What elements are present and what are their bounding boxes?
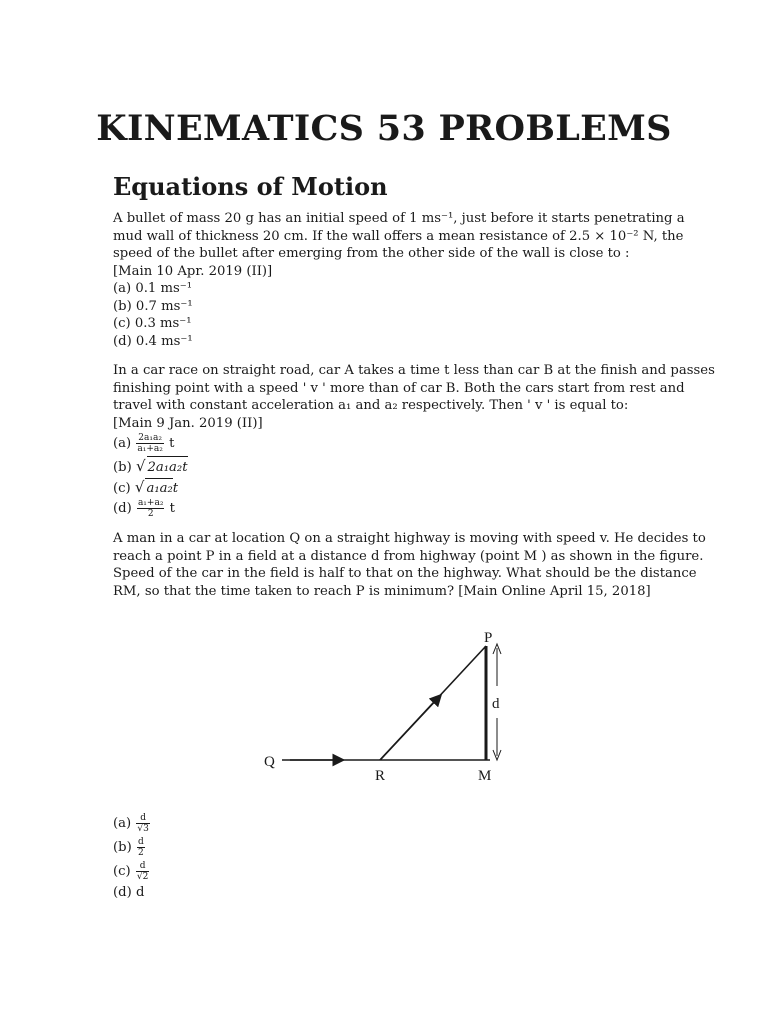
label-p: P — [484, 630, 493, 646]
fraction-numerator: d — [136, 813, 149, 824]
fraction-denominator: 2 — [137, 848, 144, 858]
question-text-line: finishing point with a speed ' v ' more than of car B. Both the cars start from rest and — [113, 380, 685, 396]
option-d — [113, 884, 661, 902]
fraction — [137, 837, 145, 858]
fraction-denominator: a₁+a₂ — [137, 444, 163, 454]
label-m: M — [478, 768, 492, 784]
question-text-line: speed of the bullet after emerging from the other side of the wall is close to : — [113, 246, 630, 261]
question-source: [Main 9 Jan. 2019 (II)] — [113, 415, 263, 431]
label-d: d — [492, 696, 500, 712]
page-title: KINEMATICS 53 PROBLEMS — [96, 108, 672, 149]
option-b: (b) 0.7 ms⁻¹ — [113, 298, 193, 314]
question-text-line: A bullet of mass 20 g has an initial speed of 1 ms⁻¹, just before it starts penetrating a — [113, 211, 685, 226]
option-label: (d) — [113, 885, 132, 900]
question-text-line: RM, so that the time taken to reach P is minimum? [Main Online April 15, 2018] — [113, 583, 651, 599]
fraction-denominator: 2 — [147, 509, 154, 519]
option-b — [113, 836, 661, 860]
option-value: d — [135, 885, 145, 900]
label-q: Q — [264, 754, 275, 770]
fraction — [136, 861, 149, 882]
question-3 — [113, 530, 706, 600]
option-label: (b) — [113, 840, 132, 855]
question-text-line: A man in a car at location Q on a straight highway is moving with speed v. He decides to — [113, 531, 706, 546]
fraction — [137, 498, 165, 519]
option-b — [113, 456, 661, 477]
option-label: (a) — [113, 816, 132, 831]
option-c: (c) 0.3 ms⁻¹ — [113, 316, 192, 331]
sqrt-symbol: √ — [134, 478, 145, 496]
option-label: (d) — [113, 501, 132, 516]
label-r: R — [375, 768, 386, 784]
option-label: (a) — [113, 436, 132, 451]
option-tail: t — [172, 481, 179, 496]
question-text-line: In a car race on straight road, car A takes a time t less than car B at the finish and passes — [113, 363, 715, 378]
question-1 — [113, 210, 685, 350]
option-label: (c) — [113, 481, 131, 496]
option-label: (b) — [113, 460, 132, 475]
radicand: 2a₁a₂t — [147, 456, 188, 478]
question-text-line: travel with constant acceleration a₁ and a₂ respectively. Then ' v ' is equal to: — [113, 398, 629, 413]
fraction — [136, 813, 149, 834]
highway-figure — [250, 620, 520, 795]
option-label: (c) — [113, 864, 131, 879]
question-text-line: mud wall of thickness 20 cm. If the wall offers a mean resistance of 2.5 × 10⁻² N, the — [113, 228, 684, 244]
option-a — [113, 812, 661, 836]
option-a — [113, 432, 661, 456]
fraction-numerator: d — [136, 861, 149, 872]
sqrt-symbol: √ — [135, 457, 146, 475]
option-d: (d) 0.4 ms⁻¹ — [113, 333, 193, 349]
option-d — [113, 497, 661, 521]
fraction — [136, 433, 164, 454]
fraction-numerator: d — [137, 837, 144, 847]
fraction-denominator: √3 — [137, 824, 149, 834]
option-c — [113, 860, 661, 884]
option-c — [113, 477, 661, 497]
radicand: a₁a₂ — [145, 478, 172, 499]
question-text-line: Speed of the car in the field is half to that on the highway. What should be the distance — [113, 566, 697, 581]
section-title: Equations of Motion — [113, 172, 388, 201]
fraction-denominator: √2 — [136, 872, 149, 882]
question-3-options — [113, 812, 661, 902]
option-tail: t — [169, 501, 175, 516]
fraction-numerator: 2a₁a₂ — [138, 433, 162, 443]
option-a: (a) 0.1 ms⁻¹ — [113, 281, 193, 296]
fraction-numerator: a₁+a₂ — [137, 498, 164, 508]
field-path-arrow — [380, 696, 440, 760]
option-tail: t — [169, 436, 175, 451]
question-text-line: reach a point P in a field at a distance d from highway (point M ) as shown in the figure. — [113, 548, 704, 564]
question-2 — [113, 362, 715, 521]
question-source: [Main 10 Apr. 2019 (II)] — [113, 263, 273, 279]
